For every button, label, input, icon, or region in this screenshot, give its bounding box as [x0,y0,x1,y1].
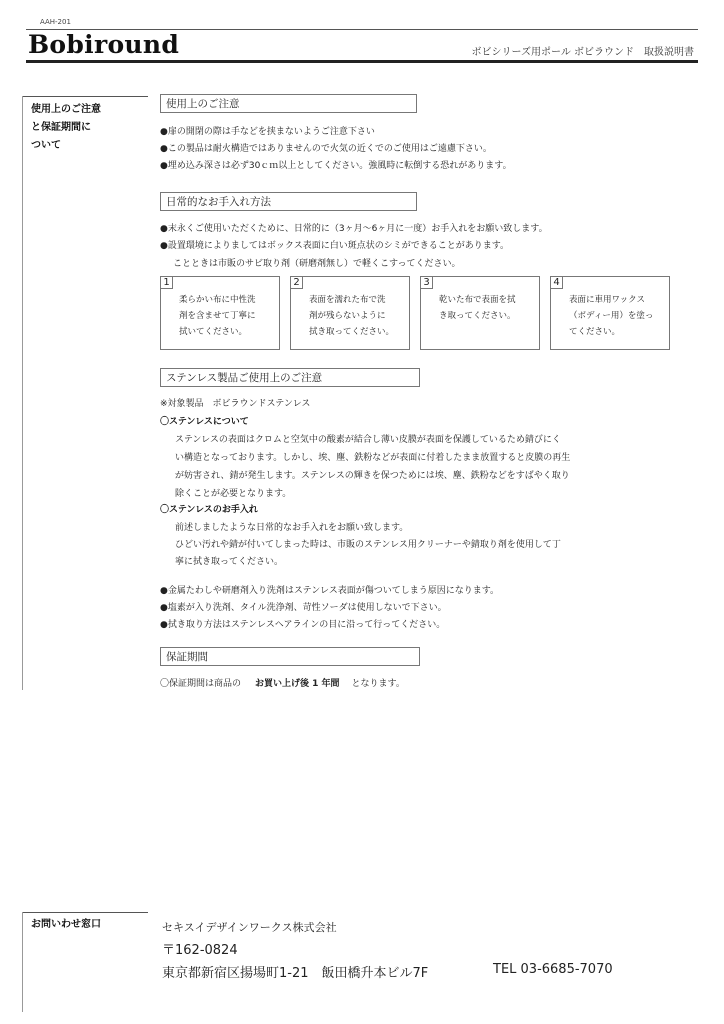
step-number: 2 [290,276,303,289]
stainless-care-line: 寧に拭き取ってください。 [175,557,284,567]
contact-company: セキスイデザインワークス株式会社 [162,921,337,934]
step-number: 1 [160,276,173,289]
contact-label: お問いわせ窓口 [31,919,101,930]
step-text: 柔らかい布に中性洗 剤を含ませて丁寧に 拭いてください。 [179,295,256,337]
header-bottom-rule [26,60,698,63]
contact-address: 東京都新宿区揚場町1-21 飯田橋升本ビル7F [162,966,429,981]
side-top-rule [22,96,148,97]
care-step-1 [160,276,280,350]
contact-vertical-rule [22,912,23,1012]
side-section-label: 使用上のご注意 と保証期間に ついて [31,104,101,151]
care-step-2 [290,276,410,350]
caution-item: ●扉の開閉の際は手などを挟まないようご注意下さい [160,127,375,137]
care-step-3 [420,276,540,350]
stainless-care-line: ひどい汚れや錆が付いてしまった時は、市販のステンレス用クリーナーや錆取り剤を使用して丁 [175,540,561,550]
caution-item: ●埋め込み深さは必ず30ｃｍ以上としてください。強風時に転倒する恐れがあります。 [160,161,512,171]
step-text: 乾いた布で表面を拭 き取ってください。 [439,295,516,321]
care-step-4 [550,276,670,350]
daily-care-heading: 日常的なお手入れ方法 [160,192,417,211]
contact-top-rule [22,912,148,913]
caution-item: ●この製品は耐火構造ではありませんので火気の近くでのご使用はご遠慮下さい。 [160,144,492,154]
step-number: 3 [420,276,433,289]
guarantee-prefix: 〇保証期間は商品の [160,679,242,689]
stainless-about-line: い構造となっております。しかし、埃、塵、鉄粉などが表面に付着したまま放置すると皮膜の再生 [175,453,571,463]
guarantee-statement [160,676,405,689]
daily-care-item: ●設置環境によりましてはボックス表面に白い斑点状のシミができることがあります。 [160,241,510,251]
stainless-warning: ●金属たわしや研磨剤入り洗剤はステンレス表面が傷ついてしまう原因になります。 [160,586,500,596]
stainless-heading: ステンレス製品ご使用上のご注意 [160,368,420,387]
contact-phone: TEL 03-6685-7070 [493,962,613,977]
document-code: AAH-201 [40,18,71,26]
guarantee-period: お買い上げ後 1 年間 [255,679,340,689]
cautions-heading: 使用上のご注意 [160,94,417,113]
daily-care-item: ことときは市販のサビ取り剤（研磨剤無し）で軽くこすってください。 [173,259,461,269]
stainless-care-heading: 〇ステンレスのお手入れ [160,505,258,515]
daily-care-item: ●末永くご使用いただくために、日常的に（3ヶ月～6ヶ月に一度）お手入れをお願い致します。 [160,224,548,234]
stainless-warning: ●塩素が入り洗剤、タイル洗浄剤、苛性ソーダは使用しないで下さい。 [160,603,447,613]
stainless-target: ※対象製品 ボビラウンドステンレス [160,399,311,409]
guarantee-heading: 保証期間 [160,647,420,666]
stainless-about-line: ステンレスの表面はクロムと空気中の酸素が結合し薄い皮膜が表面を保護しているため錆びにく [175,435,561,445]
contact-postal-code: 〒162-0824 [162,943,238,958]
guarantee-suffix: となります。 [351,679,405,689]
document-title: ボビシリーズ用ポール ボビラウンド 取扱説明書 [471,47,694,58]
brand-title: Bobiround [28,30,180,59]
stainless-care-line: 前述しましたような日常的なお手入れをお願い致します。 [175,523,409,533]
stainless-about-line: が妨害され、錆が発生します。ステンレスの輝きを保つためには埃、塵、鉄粉などをすばやく取り [175,471,570,481]
side-vertical-rule [22,96,23,690]
step-text: 表面を濡れた布で洗 剤が残らないように 拭き取ってください。 [309,295,395,337]
stainless-warning: ●拭き取り方法はステンレスヘアラインの目に沿って行ってください。 [160,620,446,630]
stainless-about-heading: 〇ステンレスについて [160,417,249,427]
step-text: 表面に車用ワックス （ボディー用）を塗っ てください。 [569,295,654,337]
stainless-about-line: 除くことが必要となります。 [175,489,292,499]
step-number: 4 [550,276,563,289]
